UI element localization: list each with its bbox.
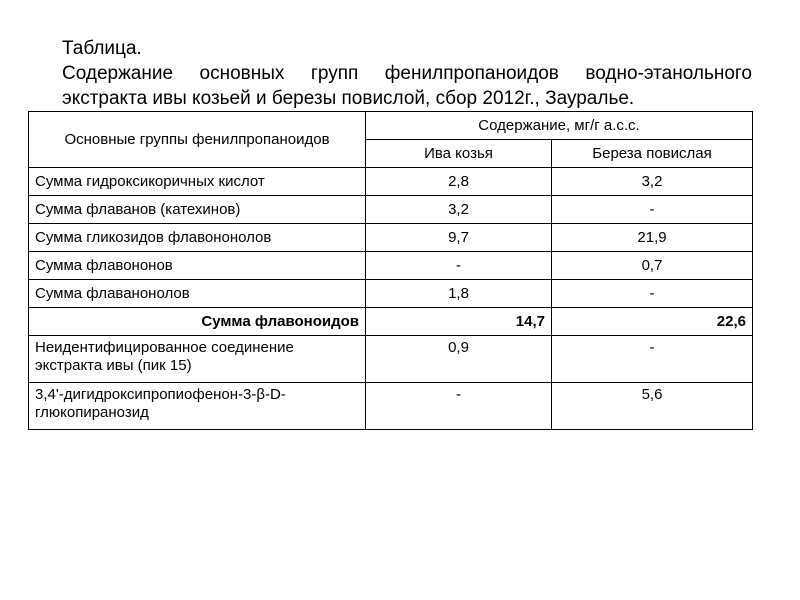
total-row bbox=[29, 308, 753, 336]
cell-bereza: 3,2 bbox=[552, 168, 753, 196]
cell-iva: 2,8 bbox=[366, 168, 552, 196]
cell-bereza: 21,9 bbox=[552, 224, 753, 252]
caption-title: Таблица. bbox=[62, 38, 142, 59]
cell-iva: - bbox=[366, 252, 552, 280]
caption-description: Содержание основных групп фенилпропаноидов водно-этанольного экстракта ивы козьей и березы повислой, сбор 2012г., Зауралье. bbox=[62, 63, 752, 109]
row-name: 3,4'-дигидроксипропиофенон-3-β-D-глюкопиранозид bbox=[29, 383, 366, 430]
header-groups: Основные группы фенилпропаноидов bbox=[29, 112, 366, 168]
table-row bbox=[29, 196, 753, 224]
table-row bbox=[29, 224, 753, 252]
table-row bbox=[29, 280, 753, 308]
cell-bereza: - bbox=[552, 280, 753, 308]
row-name: Сумма флаванов (катехинов) bbox=[29, 196, 366, 224]
cell-iva: - bbox=[366, 383, 552, 430]
header-content: Содержание, мг/г а.с.с. bbox=[366, 112, 753, 140]
cell-bereza: - bbox=[552, 336, 753, 383]
row-name: Сумма флавононов bbox=[29, 252, 366, 280]
header-bereza: Береза повислая bbox=[552, 140, 753, 168]
cell-bereza: - bbox=[552, 196, 753, 224]
table-row bbox=[29, 168, 753, 196]
cell-iva: 1,8 bbox=[366, 280, 552, 308]
table-row bbox=[29, 336, 753, 383]
row-name: Неидентифицированное соединение экстракта ивы (пик 15) bbox=[29, 336, 366, 383]
total-cell-iva: 14,7 bbox=[366, 308, 552, 336]
data-table bbox=[28, 111, 753, 430]
header-iva: Ива козья bbox=[366, 140, 552, 168]
row-name: Сумма гидроксикоричных кислот bbox=[29, 168, 366, 196]
cell-iva: 3,2 bbox=[366, 196, 552, 224]
cell-bereza: 5,6 bbox=[552, 383, 753, 430]
cell-iva: 0,9 bbox=[366, 336, 552, 383]
cell-iva: 9,7 bbox=[366, 224, 552, 252]
row-name: Сумма гликозидов флавононолов bbox=[29, 224, 366, 252]
total-row-name: Сумма флавоноидов bbox=[29, 308, 366, 336]
cell-bereza: 0,7 bbox=[552, 252, 753, 280]
table-caption bbox=[62, 36, 752, 111]
row-name: Сумма флаванонолов bbox=[29, 280, 366, 308]
table-row bbox=[29, 252, 753, 280]
total-cell-bereza: 22,6 bbox=[552, 308, 753, 336]
table-row bbox=[29, 383, 753, 430]
